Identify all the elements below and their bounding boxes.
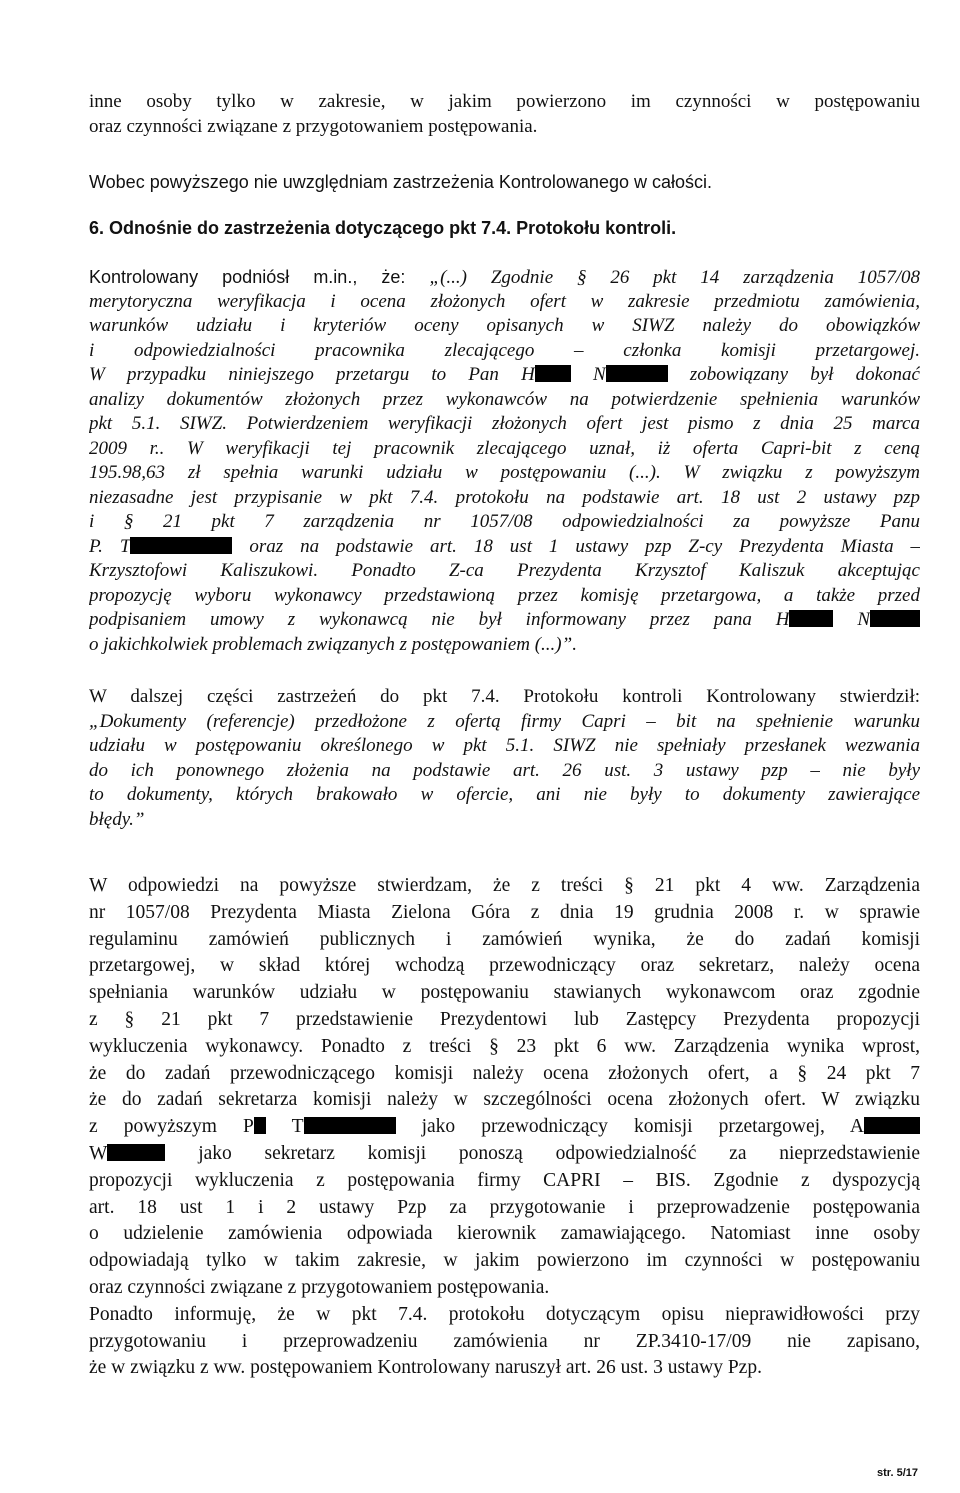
quote-2	[89, 685, 920, 832]
text-line: że do zadań przewodniczącego komisji należy ocena złożonych ofert, a § 24 pkt 7	[89, 1062, 920, 1084]
text-line: nr 1057/08 Prezydenta Miasta Zielona Góra z dnia 19 grudnia 2008 r. w sprawie	[89, 901, 920, 923]
text-line: z § 21 pkt 7 przedstawienie Prezydentowi lub Zastępcy Prezydenta propozycji	[89, 1008, 920, 1030]
redaction-bar	[130, 537, 232, 554]
text-segment: N	[857, 609, 871, 630]
text-line: do ich ponownego złożenia na podstawie art. 26 ust. 3 ustawy pzp – nie były	[89, 759, 920, 781]
text-line: odpowiadają tylko w takim zakresie, w jakim powierzono im czynności w postępowaniu	[89, 1250, 920, 1272]
text-segment: jako przewodniczący komisji przetargowej, A	[421, 1116, 865, 1138]
text-line: oraz czynności związane z przygotowaniem postępowania.	[89, 115, 538, 137]
text-line: wykluczenia wykonawcy. Ponadto z treści § 23 pkt 6 ww. Zarządzenia wynika wprost,	[89, 1035, 920, 1057]
redaction-bar	[304, 1117, 396, 1134]
text-segment: W przypadku niniejszego przetargu to Pan H	[89, 364, 535, 385]
heading-text: 6. Odnośnie do zastrzeżenia dotyczącego pkt 7.4. Protokołu kontroli.	[89, 218, 677, 238]
text-line: analizy dokumentów złożonych przez wykonawców na potwierdzenie spełnienia warunków	[89, 388, 920, 410]
text-line: W odpowiedzi na powyższe stwierdzam, że z treści § 21 pkt 4 ww. Zarządzenia	[89, 875, 920, 896]
text-line: oraz czynności związane z przygotowaniem postępowania.	[89, 1276, 550, 1298]
redaction-bar	[535, 365, 571, 382]
text-line: W dalszej części zastrzeżeń do pkt 7.4. Protokołu kontroli Kontrolowany stwierdził:	[89, 686, 920, 707]
text-line: art. 18 ust 1 i 2 ustawy Pzp za przygotowanie i przeprowadzenie postępowania	[89, 1196, 920, 1218]
text-line	[89, 1114, 920, 1141]
text-line: i § 21 pkt 7 zarządzenia nr 1057/08 odpowiedzialności za powyższe Panu	[89, 511, 920, 532]
text-segment: zobowiązany był dokonać	[689, 364, 920, 385]
text-line: przetargowej, w skład której wchodzą przewodniczący oraz sekretarz, należy ocena	[89, 955, 920, 977]
redaction-bar	[870, 610, 920, 627]
text-line: przygotowaniu i przeprowadzeniu zamówienia nr ZP.3410-17/09 nie zapisano,	[89, 1330, 920, 1352]
text-line: że do zadań sekretarza komisji należy w szczególności ocena złożonych ofert. W związku	[89, 1089, 920, 1111]
redaction-bar	[864, 1117, 920, 1134]
text-segment: podpisaniem umowy z wykonawcą nie był informowany przez pana H	[89, 609, 790, 630]
text-line: „Dokumenty (referencje) przedłożone z ofertą firmy Capri – bit na spełnienie warunku	[89, 710, 920, 732]
text-line: Ponadto informuję, że w pkt 7.4. protokołu dotyczącym opisu nieprawidłowości przy	[89, 1303, 920, 1325]
text-line: o jakichkolwiek problemach związanych z postępowaniem (...)”.	[89, 633, 577, 655]
text-line: propozycji wykluczenia z postępowania firmy CAPRI – BIS. Zgodnie z dyspozycją	[89, 1169, 920, 1191]
text-line	[89, 535, 920, 560]
text-line	[89, 608, 920, 633]
quote-start: „(...) Zgodnie § 26 pkt 14 zarządzenia 1057/08	[429, 267, 920, 288]
text-segment: z powyższym P	[89, 1116, 254, 1138]
text-line: że w związku z ww. postępowaniem Kontrolowany naruszył art. 26 ust. 3 ustawy Pzp.	[89, 1357, 762, 1379]
section-6-heading	[89, 216, 920, 241]
text-segment: N	[593, 364, 606, 385]
text-line	[89, 1141, 920, 1168]
redaction-bar	[254, 1117, 266, 1134]
text-line: inne osoby tylko w zakresie, w jakim powierzono im czynności w postępowaniu	[89, 91, 920, 112]
redaction-bar	[107, 1144, 165, 1161]
text-line: Krzysztofowi Kaliszukowi. Ponadto Z-ca Prezydenta Krzysztof Kaliszuk akceptując	[89, 560, 920, 581]
text-line	[89, 265, 920, 290]
text-line: warunków udziału i kryteriów oceny opisanych w SIWZ należy do obowiązków	[89, 315, 920, 336]
quote-intro: Kontrolowany podniósł m.in., że:	[89, 267, 430, 287]
text-line: spełniania warunków udziału w postępowaniu stawianych wykonawcom oraz zgodnie	[89, 982, 920, 1004]
redaction-bar	[789, 610, 833, 627]
text-line: regulaminu zamówień publicznych i zamówień wynika, że do zadań komisji	[89, 928, 920, 950]
conclusion-line	[89, 170, 920, 195]
text-line: Wobec powyższego nie uwzględniam zastrzeżenia Kontrolowanego w całości.	[89, 172, 712, 192]
text-segment: P. T	[89, 535, 131, 557]
text-line: merytoryczna weryfikacja i ocena złożonych ofert w zakresie przedmiotu zamówienia,	[89, 290, 920, 312]
text-line	[89, 363, 920, 388]
redaction-bar	[606, 365, 668, 382]
text-line: propozycję wyboru wykonawcy przedstawioną przez komisję przetargowa, a także przed	[89, 584, 920, 606]
text-line: błędy.”	[89, 808, 145, 830]
response-paragraph	[89, 873, 920, 1382]
quote-1	[89, 265, 920, 657]
text-line: to dokumenty, których brakowało w ofercie, ani nie były to dokumenty zawierające	[89, 784, 920, 805]
text-line: o udzielenie zamówienia odpowiada kierownik zamawiającego. Natomiast inne osoby	[89, 1223, 920, 1245]
text-line: 195.98,63 zł spełnia warunki udziału w postępowaniu (...). W związku z powyższym	[89, 462, 920, 483]
top-paragraph	[89, 90, 920, 139]
text-segment: oraz na podstawie art. 18 ust 1 ustawy pzp Z-cy Prezydenta Miasta –	[249, 535, 920, 557]
text-line: niezasadne jest przypisanie w pkt 7.4. protokołu na podstawie art. 18 ust 2 ustawy pzp	[89, 486, 920, 508]
text-line: pkt 5.1. SIWZ. Potwierdzeniem weryfikacji złożonych ofert jest pismo z dnia 25 marca	[89, 413, 920, 434]
page-number: str. 5/17	[877, 1467, 918, 1479]
text-line: i odpowiedzialności pracownika zlecającego – członka komisji przetargowej.	[89, 339, 920, 361]
text-segment: W	[89, 1142, 108, 1164]
text-segment: jako sekretarz komisji ponoszą odpowiedzialność za nieprzedstawienie	[198, 1142, 920, 1164]
text-line: 2009 r.. W weryfikacji tej pracownik zlecającego uznał, iż oferta Capri-bit z ceną	[89, 437, 920, 459]
text-line: udziału w postępowaniu określonego w pkt 5.1. SIWZ nie spełniały przesłanek wezwania	[89, 735, 920, 756]
text-segment: T	[291, 1116, 304, 1138]
